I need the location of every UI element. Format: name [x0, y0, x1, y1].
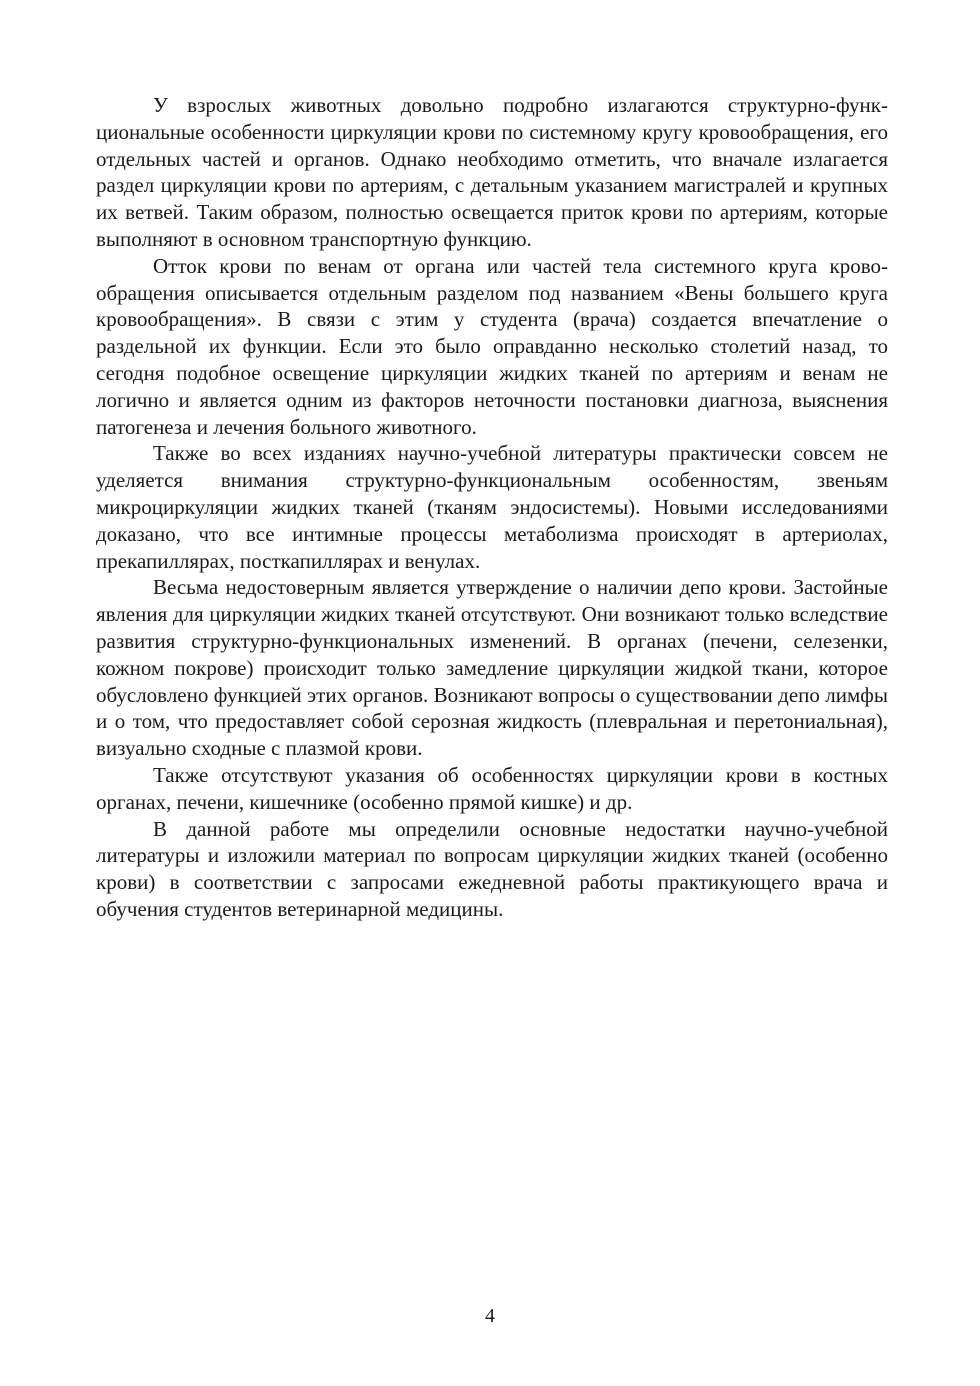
paragraph: Также во всех изданиях научно-учебной литературы практически совсем не уделяется внимания структурно-функциональным особенностям, звеньям микроциркуляции жидких тканей (тканям эндосистемы). Новыми исследованиями доказано, что все интимные процессы метаболизма происходят в артериолах, прекапиллярах, посткапиллярах и венулах. — [96, 441, 888, 573]
page-body — [96, 92, 888, 923]
paragraph: У взрослых животных довольно подробно излагаются структурно-функциональные особенности циркуляции крови по системному кругу кровообращения, его отдельных частей и органов. Однако необходимо отметить, что вначале излагается раздел циркуляции крови по артериям, с детальным указанием магистралей и крупных их ветвей. Таким образом, полностью освещается приток крови по артериям, которые выполняют в основном транспортную функцию. — [96, 93, 888, 251]
paragraph: Также отсутствуют указания об особенностях циркуляции крови в костных органах, печени, кишечнике (особенно прямой кишке) и др. — [96, 762, 888, 814]
page-number: 4 — [485, 1305, 495, 1327]
paragraph: Весьма недостоверным является утверждение о наличии депо крови. Застойные явления для циркуляции жидких тканей отсутствуют. Они возникают только вследствие развития структурно-функциональных изменений. В органах (печени, селезенки, кожном покрове) происходит только замедление циркуляции жидкой ткани, которое обусловлено функцией этих органов. Возникают вопросы о существовании депо лимфы и о том, что предоставляет собой серозная жидкость (плевральная и перетониальная), визуально сходные с плазмой крови. — [96, 575, 888, 761]
paragraph: В данной работе мы определили основные недостатки научно-учебной литературы и изложили материал по вопросам циркуляции жидких тканей (особенно крови) в соответствии с запросами ежедневной работы практикующего врача и обучения студентов ветеринарной медицины. — [96, 816, 888, 921]
paragraph: Отток крови по венам от органа или частей тела системного круга кровообращения описывается отдельным разделом под названием «Вены большего круга кровообращения». В связи с этим у студента (врача) создается впечатление о раздельной их функции. Если это было оправданно несколько столетий назад, то сегодня подобное освещение циркуляции жидких тканей по артериям и венам не логично и является одним из факторов неточности постановки диагноза, выяснения патогенеза и лечения больного животного. — [96, 253, 888, 439]
